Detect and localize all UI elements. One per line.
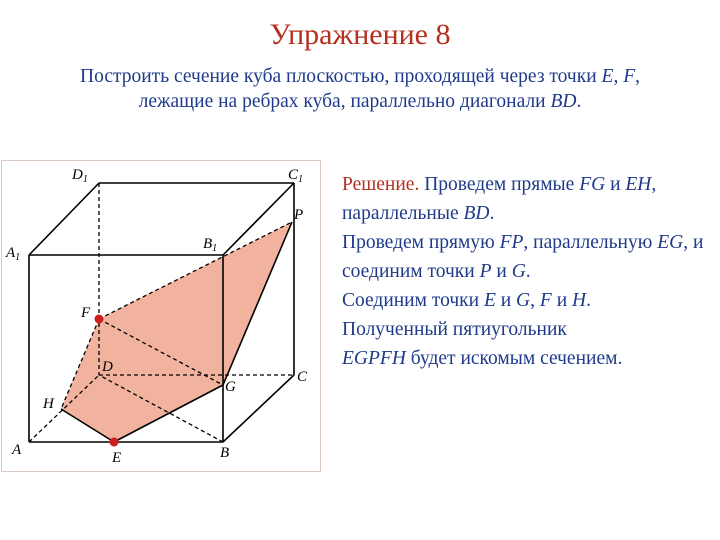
label-g: G: [225, 379, 236, 395]
point-f-marker: [95, 315, 104, 324]
solution-text-run: , и соединим точки: [342, 232, 704, 282]
label-c: C: [297, 369, 308, 385]
solution-heading: Решение.: [342, 174, 420, 195]
task-sep: ,: [635, 66, 640, 87]
solution-text-run: .: [489, 203, 495, 224]
edge-a1-d1: [29, 183, 99, 255]
solution-text-run: ,: [530, 290, 540, 311]
solution-text-run: , параллельную: [523, 232, 658, 253]
solution-paragraph: [342, 170, 712, 228]
solution-paragraph: [342, 228, 712, 286]
line-fp-ref: FP: [499, 232, 524, 253]
label-a1: $A_1$: [6, 245, 21, 263]
solution-text-run: и: [491, 261, 512, 282]
solution-text-run: и: [551, 290, 572, 311]
task-statement: [20, 64, 700, 114]
diagonal-bd-ref: BD: [463, 203, 490, 224]
solution-text-run: и: [495, 290, 517, 311]
solution-text-run: .: [525, 261, 531, 282]
label-h: H: [43, 396, 54, 412]
solution-text-run: , параллельные: [342, 174, 657, 224]
solution-text-run: Проведем прямую: [342, 232, 500, 253]
diagonal-bd-ref: BD: [550, 91, 577, 112]
task-sep: ,: [613, 66, 624, 87]
point-e-marker: [110, 438, 119, 447]
point-e-ref: E: [601, 66, 614, 87]
solution-text-run: .: [586, 290, 591, 311]
task-sep: .: [576, 91, 582, 112]
task-text: лежащие на ребрах куба, параллельно диагонали: [138, 91, 551, 112]
point-e-ref: E: [483, 290, 496, 311]
label-b: B: [220, 445, 230, 461]
solution-text-run: Соединим точки: [342, 290, 484, 311]
solution-paragraph: [342, 286, 712, 373]
solution-text-run: и: [605, 174, 626, 195]
label-d1: $D_1$: [72, 167, 88, 185]
point-p-ref: P: [479, 261, 492, 282]
solution-text: [342, 170, 712, 373]
label-p: P: [294, 207, 304, 223]
page-title: Упражнение 8: [269, 18, 451, 51]
label-c1: $C_1$: [288, 167, 304, 185]
label-b1: $B_1$: [203, 236, 218, 254]
label-e: E: [112, 450, 122, 466]
pentagon-name: EGPFH: [342, 348, 406, 369]
line-eg-ref: EG: [657, 232, 684, 253]
point-h-ref: H: [572, 290, 587, 311]
point-f-ref: F: [623, 66, 636, 87]
line-fg-ref: FG: [579, 174, 606, 195]
label-a: A: [12, 442, 22, 458]
point-g-ref: G: [511, 261, 526, 282]
label-d: D: [102, 359, 113, 375]
solution-text-run: будет искомым сечением.: [405, 348, 623, 369]
cube-figure: [1, 160, 321, 472]
solution-text-run: Проведем прямые: [419, 174, 580, 195]
task-text: Построить сечение куба плоскостью, проходящей через точки: [80, 66, 602, 87]
line-eh-ref: EH: [625, 174, 652, 195]
point-g-ref: G: [516, 290, 531, 311]
solution-text-run: Полученный пятиугольник: [342, 319, 567, 340]
label-f: F: [81, 305, 91, 321]
cube-diagram: [2, 161, 322, 473]
point-f-ref: F: [539, 290, 552, 311]
